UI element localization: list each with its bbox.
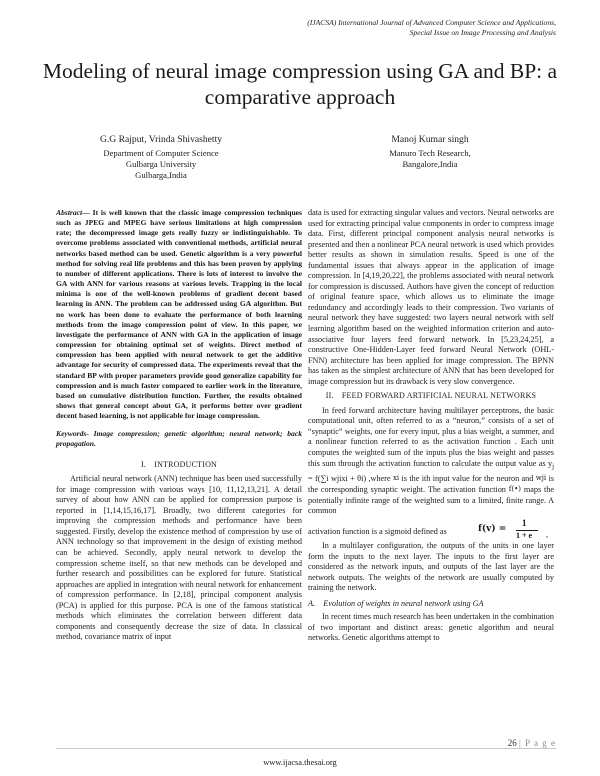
keywords-label: Keywords-: [56, 429, 89, 439]
activation-equation-line: [308, 519, 554, 541]
left-column: [56, 208, 302, 645]
author-affiliation-line: Manuro Tech Research,: [389, 148, 471, 158]
author-block-1: [56, 134, 266, 181]
author-name: Manoj Kumar singh: [391, 134, 469, 145]
page-word: | P a g e: [519, 738, 556, 748]
equation-lhs: f(v) =: [478, 523, 507, 534]
xi-symbol: xi: [392, 473, 400, 482]
feed-forward-text: maps the potentially infinite range of the weighted sum to a limited, finite range. A common: [308, 485, 555, 516]
feed-forward-text: is the ith input value for the neuron and: [401, 473, 534, 483]
section-heading-introduction: I. INTRODUCTION: [140, 459, 218, 469]
author-block-2: [320, 134, 540, 170]
page-number: [508, 738, 556, 748]
equation-numerator: 1: [522, 517, 527, 528]
feed-forward-paragraph: In feed forward architecture having multilayer perceptrons, the basic computational unit, often referred to as a “neuron,” consists of a set of “synaptic” weights, one for every input, plus a bias weight, a summer, and a nonlinear function referred to as the activation function . Each unit computes the weighted sum of the inputs plus the bias weight and passes this sum through the activation function to calculate the output value as $y_j = f(\sum i$ wjixi + θi) ,where xi is the ith input value for the neuron and wji is the corresponding synaptic weight. The activation function f(•) maps the potentially infinite range of the weighted sum to a limited, finite range. A common: [308, 405, 555, 516]
author-affiliation-line: Department of Computer Science: [103, 148, 219, 158]
where-text: ,where: [368, 473, 391, 483]
sigmoid-equation: [478, 519, 552, 541]
equation-denominator: 1 + e: [516, 530, 533, 540]
wji-symbol: wji: [535, 473, 547, 482]
journal-name: (IJACSA) International Journal of Advanced Computer Science and Applications,: [307, 18, 556, 27]
journal-issue: Special Issue on Image Processing and Analysis: [409, 28, 556, 37]
abstract: [56, 208, 302, 421]
feed-forward-text: is the corresponding synaptic weight. The activation function: [308, 473, 555, 495]
author-affiliation-line: Bangalore,India: [402, 159, 458, 169]
author-affiliation-line: Gulbarga,India: [135, 170, 187, 180]
section-heading-feed-forward: II. FEED FORWARD ARTIFICIAL NEURAL NETWORKS: [325, 391, 537, 401]
feed-forward-text: In feed forward architecture having multilayer perceptrons, the basic computational unit, often referred to as a “neuron,” consists of a set of “synaptic” weights, one for every input, plus a bias weight, a summer, and a nonlinear function referred to as the activation function . Each unit computes the weighted sum of the inputs plus the bias weight and passes this sum through the activation function to calculate the output value as y: [308, 405, 554, 468]
abstract-label: Abstract—: [56, 208, 90, 217]
keywords: [56, 429, 302, 449]
introduction-paragraph: Artificial neural network (ANN) technique has been used successfully for image compression with various ways [10, 11,12,13,21]. A detail survey of about how ANN can be applied for compression purpose is reported in [1,14,15,16,17]. Broadly, two different categories for improving the compression methods and performance have been suggested. Firstly, develop the existence method of compression by use of ANN technology so that improvement in the design of existing method can be achieved. Secondly, apply neural network to develop the compression scheme itself, so that new methods can be developed and further research and possibilities can be explored for future. Statistical approaches are applied in integration with neural network for enhancement of compression performance. In [2,18], principal component analysis (PCA) is applied for this purpose. PCA is one of the famous statistical methods which eliminates the correlation between different data components and consequently decrease the size of data. In classical method, covariance matrix of input: [56, 474, 302, 642]
multilayer-paragraph: In a multilayer configuration, the outputs of the units in one layer form the inputs to the next layer. The inputs to the first layer are considered as the network inputs, and outputs of the last layer are the network outputs. The weights of the network are usually computed by training the network.: [308, 540, 554, 593]
author-affiliation-line: Gulbarga University: [125, 159, 197, 169]
right-column: [308, 208, 554, 646]
body-paragraph: data is used for extracting singular values and vectors. Neural networks are used for extracting principal value components in order to compress image data. First, different principal component analysis neural networks is presented and then a nonlinear PCA neural network is used which provides better results as shown in simulation results. Speed is one of the fundamental issues that always appear in the application of image compression. In [4,19,20,22], the problems associated with neural network for compression is discussed. Authors have given the concept of reduction of original feature space, which allows us to eliminate the image redundancy and accordingly leads to their compression. Two variants of neural network they have suggested: two layers neural network with self learning algorithm based on the weighted information criterion and auto-associative four layers feed forward network. In [5,23,24,25], a constructive One-Hidden-Layer feed forward Neural Network (OHL-FNN) architecture has been applied for image compression. The BPNN has taken as the simplest architecture of ANN that has been developed for image compression but its drawback is very slow convergence.: [308, 208, 554, 386]
subsection-paragraph: In recent times much research has been undertaken in the combination of two important and distinct areas: genetic algorithm and neural networks. Genetic algorithms attempt to: [308, 612, 554, 643]
abstract-text: It is well known that the classic image compression techniques such as JPEG and MPEG have serious limitations at high compression rate; the decompressed image gets really fuzzy or indistinguishable. To overcome problems associated with conventional methods, artificial neural networks based method can be used. Genetic algorithm is a very powerful method for solving real life problems and this has been proven by applying to number of different applications. There is lots of interest to involve the GA with ANN for various reasons at various levels. Trapping in the local minima is one of the well-known problems of gradient decent based learning in ANN. The problem can be addressed using GA algorithm. But no work has been done to evaluate the performance of both learning methods from the image compression point of view. In this paper, we investigate the performance of ANN with GA in the application of image compression for obtaining optimal set of weights. Direct method of compression has been applied with neural network to get the additive advantage for security of compressed data. The experiments reveal that the standard BP with proper parameters provide good generalize capability for compression and is much faster compared to earlier work in the literature, based on cumulative distribution function. Further, the results obtained shows that general concept about GA, it performs better over gradient decent based learning, is not applicable for image compression.: [56, 208, 302, 421]
keywords-text: Image compression; genetic algorithm; neural network; back propagation.: [56, 429, 302, 449]
activation-function-symbol: f(•): [508, 485, 521, 494]
equation-tail: ,: [546, 529, 548, 539]
footer-url[interactable]: www.ijacsa.thesai.org: [263, 758, 337, 767]
footer-divider: [56, 748, 556, 749]
output-formula: = f(∑i wjixi + θi): [308, 473, 367, 483]
author-name: G.G Rajput, Vrinda Shivashetty: [99, 134, 223, 145]
journal-header: [307, 18, 556, 38]
paper-title: Modeling of neural image compression using GA and BP: a comparative approach: [42, 59, 558, 109]
activation-text: activation function is a sigmoid defined as: [308, 526, 447, 536]
subsection-heading: A. Evolution of weights in neural network using GA: [308, 598, 484, 608]
page-number-value: 26: [507, 738, 517, 748]
